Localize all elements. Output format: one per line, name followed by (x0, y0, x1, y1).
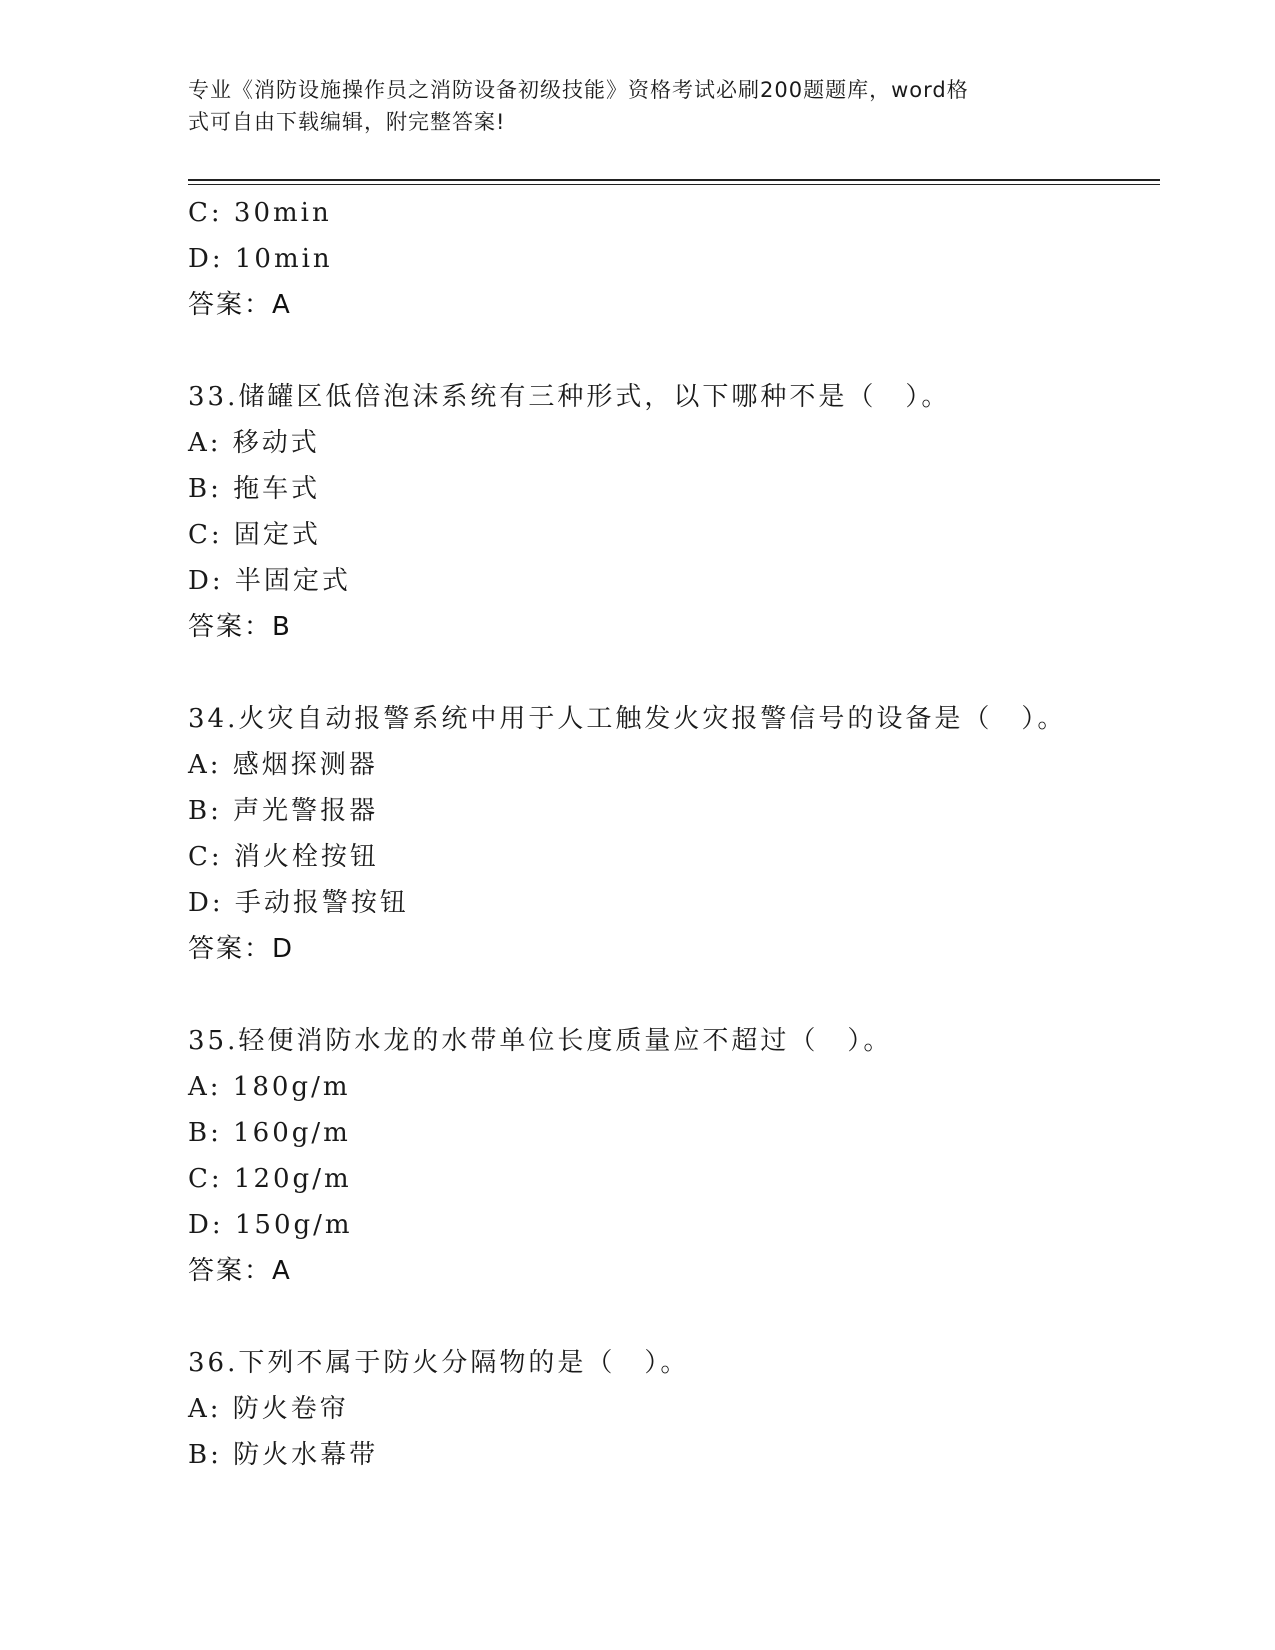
option-a: A: 移动式 (188, 428, 320, 458)
option-b: B: 拖车式 (188, 474, 321, 504)
answer-line: 答案：D (188, 934, 295, 964)
document-header (188, 74, 1068, 138)
spacer (188, 650, 1148, 696)
header-divider-thick (188, 179, 1160, 181)
header-line-2: 式可自由下载编辑，附完整答案! (188, 110, 506, 134)
option-a: A: 180g/m (188, 1072, 351, 1102)
question-33 (188, 374, 1148, 650)
header-line-1: 专业《消防设施操作员之消防设备初级技能》资格考试必刷200题题库，word格 (188, 78, 969, 102)
answer-line: 答案：A (188, 290, 292, 320)
option-d: D: 10min (188, 244, 333, 274)
option-d: D: 半固定式 (188, 566, 351, 596)
option-a: A: 防火卷帘 (188, 1394, 349, 1424)
option-b: B: 防火水幕带 (188, 1440, 379, 1470)
spacer (188, 972, 1148, 1018)
question-stem: 36.下列不属于防火分隔物的是（ ）。 (188, 1348, 690, 1378)
question-34 (188, 696, 1148, 972)
header-divider-thin (188, 184, 1160, 185)
option-c: C: 30min (188, 198, 332, 228)
answer-line: 答案：B (188, 612, 292, 642)
option-c: C: 消火栓按钮 (188, 842, 379, 872)
spacer (188, 328, 1148, 374)
question-stem: 35.轻便消防水龙的水带单位长度质量应不超过（ ）。 (188, 1026, 893, 1056)
option-d: D: 150g/m (188, 1210, 353, 1240)
answer-line: 答案：A (188, 1256, 292, 1286)
question-stem: 34.火灾自动报警系统中用于人工触发火灾报警信号的设备是（ ）。 (188, 704, 1067, 734)
spacer (188, 1294, 1148, 1340)
option-d: D: 手动报警按钮 (188, 888, 409, 918)
question-36 (188, 1340, 1148, 1478)
option-a: A: 感烟探测器 (188, 750, 378, 780)
option-b: B: 160g/m (188, 1118, 351, 1148)
option-c: C: 固定式 (188, 520, 321, 550)
question-35 (188, 1018, 1148, 1294)
option-b: B: 声光警报器 (188, 796, 379, 826)
question-32-continued (188, 190, 1148, 328)
option-c: C: 120g/m (188, 1164, 352, 1194)
question-stem: 33.储罐区低倍泡沫系统有三种形式，以下哪种不是（ ）。 (188, 382, 951, 412)
question-list (188, 190, 1148, 1478)
